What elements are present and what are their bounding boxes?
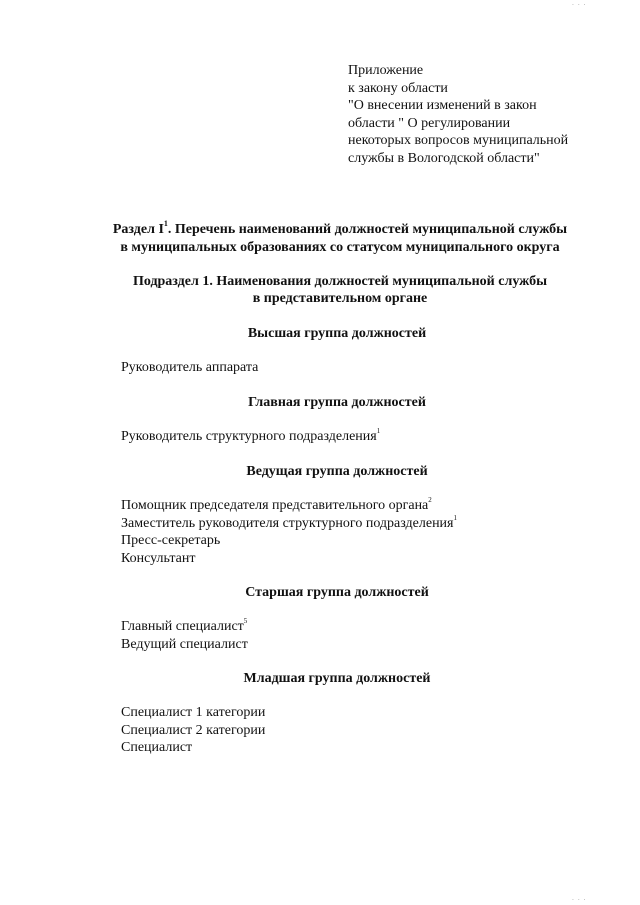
position-item <box>121 515 457 533</box>
appendix-line: "О внесении изменений в закон <box>348 98 537 114</box>
appendix-line: Приложение <box>348 63 424 78</box>
position-name: Специалист 2 категории <box>121 722 266 738</box>
footnote-mark: 2 <box>428 496 432 505</box>
appendix-line: службы в Вологодской области" <box>348 150 540 166</box>
position-item <box>121 722 265 740</box>
scan-mark-bottom: . . . <box>572 895 587 902</box>
group-heading-highest: Высшая группа должностей <box>247 326 427 341</box>
position-name: Специалист <box>121 740 193 755</box>
section-title-line-2: в муниципальных образованиях со статусом муниципального округа <box>120 240 560 255</box>
position-list-highest <box>121 359 258 377</box>
position-item <box>121 618 248 636</box>
position-item <box>121 497 457 515</box>
position-name: Руководитель структурного подразделения <box>121 429 377 444</box>
position-name: Главный специалист <box>121 619 244 634</box>
section-footnote-mark: 1 <box>163 219 168 229</box>
position-name: Заместитель руководителя структурного подразделения <box>121 515 454 531</box>
appendix-line: области " О регулировании <box>348 115 511 131</box>
position-list-main <box>121 428 380 446</box>
position-name: Помощник председателя представительного органа <box>121 498 429 513</box>
position-item <box>121 532 457 550</box>
group-heading-main: Главная группа должностей <box>248 395 426 410</box>
position-name: Руководитель аппарата <box>121 360 259 375</box>
group-heading-junior: Младшая группа должностей <box>243 671 431 686</box>
footnote-mark: 5 <box>243 617 248 626</box>
section-prefix: Раздел I <box>112 222 164 237</box>
appendix-line: некоторых вопросов муниципальной <box>348 133 569 149</box>
position-list-leading <box>121 497 457 567</box>
position-name: Специалист 1 категории <box>121 705 266 720</box>
position-item <box>121 428 380 446</box>
subsection-title-line-1: Подраздел 1. Наименования должностей муниципальной службы <box>132 274 548 289</box>
position-name: Ведущий специалист <box>121 636 248 652</box>
position-item <box>121 636 248 654</box>
position-name: Пресс-секретарь <box>121 533 221 548</box>
position-list-senior <box>121 618 248 653</box>
section-title-rest: . Перечень наименований должностей муниципальной службы <box>167 222 568 237</box>
position-item <box>121 550 457 568</box>
appendix-line: к закону области <box>348 80 448 96</box>
scan-mark-top: . . . <box>572 0 587 7</box>
position-list-junior <box>121 704 265 757</box>
appendix-note <box>348 62 628 168</box>
position-name: Консультант <box>121 550 196 566</box>
position-item <box>121 704 265 722</box>
group-heading-leading: Ведущая группа должностей <box>246 464 428 479</box>
footnote-mark: 1 <box>453 513 457 522</box>
position-item <box>121 739 265 757</box>
section-title-line-1 <box>40 221 640 239</box>
group-heading-senior: Старшая группа должностей <box>245 585 429 600</box>
footnote-mark: 1 <box>376 427 381 436</box>
subsection-title-line-2: в представительном органе <box>252 291 428 306</box>
position-item <box>121 359 258 377</box>
